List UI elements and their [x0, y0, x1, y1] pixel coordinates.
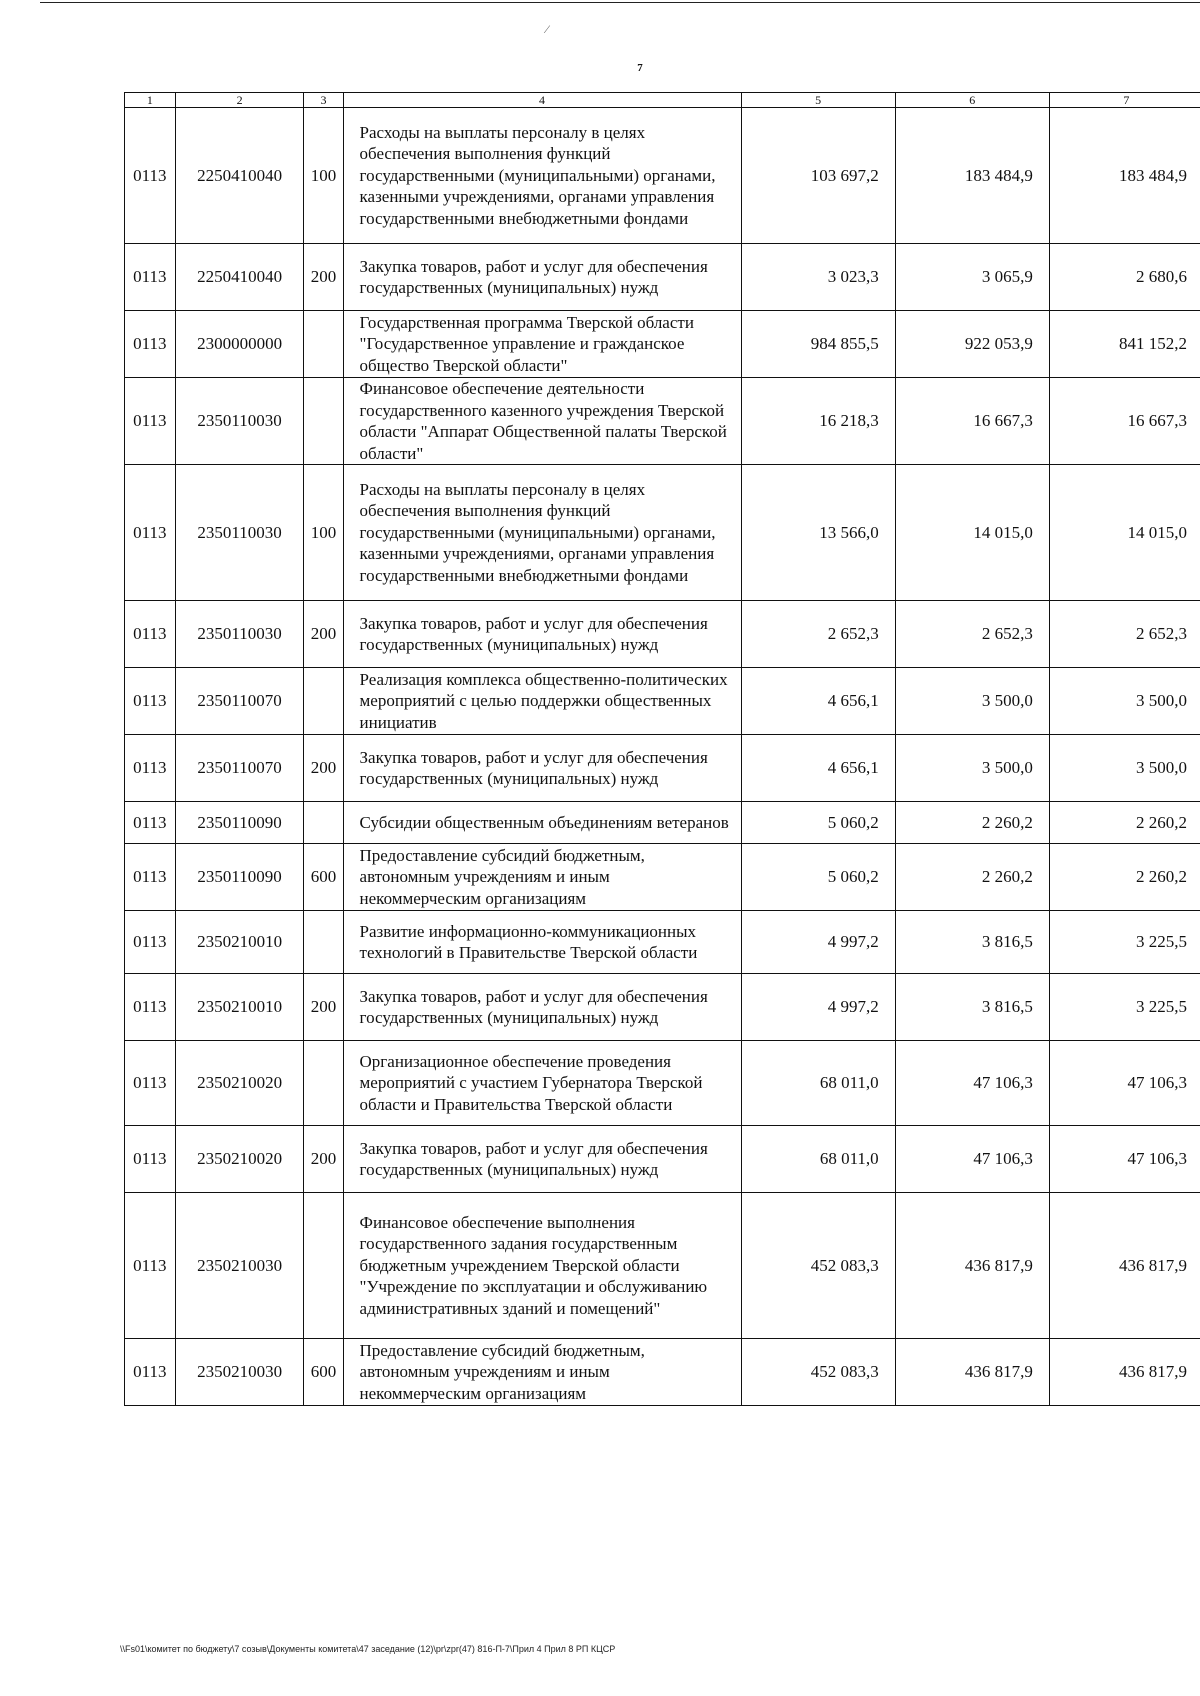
amount-col7-cell: 841 152,2	[1049, 311, 1200, 378]
expense-type-cell: 200	[304, 1126, 343, 1193]
amount-col7-cell: 16 667,3	[1049, 378, 1200, 465]
amount-col5-cell: 452 083,3	[741, 1193, 895, 1339]
amount-col5-cell: 5 060,2	[741, 844, 895, 911]
section-code-cell: 0113	[125, 844, 176, 911]
table-row	[125, 1339, 1200, 1406]
amount-col6-cell: 2 260,2	[895, 802, 1049, 844]
section-code-cell: 0113	[125, 311, 176, 378]
section-code-cell: 0113	[125, 244, 176, 311]
amount-col6-cell: 922 053,9	[895, 311, 1049, 378]
target-code-cell: 2350210030	[175, 1339, 304, 1406]
target-code-cell: 2350110070	[175, 668, 304, 735]
amount-col6-cell: 183 484,9	[895, 108, 1049, 244]
item-name-cell: Предоставление субсидий бюджетным, автономным учреждениям и иным некоммерческим организациям	[343, 844, 741, 911]
amount-col5-cell: 103 697,2	[741, 108, 895, 244]
item-name-cell: Закупка товаров, работ и услуг для обеспечения государственных (муниципальных) нужд	[343, 601, 741, 668]
target-code-cell: 2350110030	[175, 378, 304, 465]
item-name-cell: Государственная программа Тверской области "Государственное управление и гражданское общество Тверской области"	[343, 311, 741, 378]
expense-type-cell: 200	[304, 974, 343, 1041]
table-row	[125, 1126, 1200, 1193]
section-code-cell: 0113	[125, 735, 176, 802]
section-code-cell: 0113	[125, 911, 176, 974]
expense-type-cell	[304, 1041, 343, 1126]
target-code-cell: 2350210020	[175, 1126, 304, 1193]
expense-type-cell	[304, 802, 343, 844]
table-row	[125, 601, 1200, 668]
target-code-cell: 2250410040	[175, 244, 304, 311]
col-header-2: 2	[175, 93, 304, 108]
expense-type-cell: 100	[304, 108, 343, 244]
amount-col5-cell: 452 083,3	[741, 1339, 895, 1406]
section-code-cell: 0113	[125, 668, 176, 735]
amount-col7-cell: 436 817,9	[1049, 1193, 1200, 1339]
col-header-3: 3	[304, 93, 343, 108]
expense-type-cell: 200	[304, 735, 343, 802]
expense-type-cell	[304, 378, 343, 465]
table-row	[125, 1041, 1200, 1126]
amount-col5-cell: 68 011,0	[741, 1041, 895, 1126]
page-number: 7	[637, 62, 643, 74]
amount-col7-cell: 3 500,0	[1049, 668, 1200, 735]
item-name-cell: Развитие информационно-коммуникационных технологий в Правительстве Тверской области	[343, 911, 741, 974]
item-name-cell: Предоставление субсидий бюджетным, автономным учреждениям и иным некоммерческим организациям	[343, 1339, 741, 1406]
section-code-cell: 0113	[125, 802, 176, 844]
target-code-cell: 2350210010	[175, 911, 304, 974]
table-row	[125, 974, 1200, 1041]
amount-col7-cell: 3 225,5	[1049, 911, 1200, 974]
section-code-cell: 0113	[125, 1041, 176, 1126]
amount-col7-cell: 14 015,0	[1049, 465, 1200, 601]
amount-col5-cell: 3 023,3	[741, 244, 895, 311]
amount-col7-cell: 2 260,2	[1049, 844, 1200, 911]
expense-type-cell	[304, 911, 343, 974]
section-code-cell: 0113	[125, 1339, 176, 1406]
expense-type-cell	[304, 1193, 343, 1339]
amount-col7-cell: 47 106,3	[1049, 1041, 1200, 1126]
target-code-cell: 2350210010	[175, 974, 304, 1041]
amount-col6-cell: 2 652,3	[895, 601, 1049, 668]
expense-type-cell: 600	[304, 1339, 343, 1406]
amount-col5-cell: 4 997,2	[741, 974, 895, 1041]
amount-col5-cell: 16 218,3	[741, 378, 895, 465]
table-row	[125, 844, 1200, 911]
target-code-cell: 2350210020	[175, 1041, 304, 1126]
amount-col6-cell: 3 816,5	[895, 911, 1049, 974]
col-header-6: 6	[895, 93, 1049, 108]
amount-col5-cell: 4 656,1	[741, 668, 895, 735]
section-code-cell: 0113	[125, 378, 176, 465]
item-name-cell: Расходы на выплаты персоналу в целях обеспечения выполнения функций государственными (муниципальными) органами, казенными учреждениями, органами управления государственными внебюджетными фондами	[343, 465, 741, 601]
table-row	[125, 244, 1200, 311]
target-code-cell: 2250410040	[175, 108, 304, 244]
target-code-cell: 2350110090	[175, 802, 304, 844]
expense-type-cell: 600	[304, 844, 343, 911]
section-code-cell: 0113	[125, 601, 176, 668]
section-code-cell: 0113	[125, 1126, 176, 1193]
table-row	[125, 1193, 1200, 1339]
section-code-cell: 0113	[125, 108, 176, 244]
item-name-cell: Закупка товаров, работ и услуг для обеспечения государственных (муниципальных) нужд	[343, 735, 741, 802]
amount-col5-cell: 2 652,3	[741, 601, 895, 668]
amount-col6-cell: 14 015,0	[895, 465, 1049, 601]
expense-type-cell	[304, 311, 343, 378]
table-row	[125, 311, 1200, 378]
amount-col7-cell: 436 817,9	[1049, 1339, 1200, 1406]
amount-col6-cell: 47 106,3	[895, 1126, 1049, 1193]
section-code-cell: 0113	[125, 1193, 176, 1339]
budget-table	[124, 92, 1200, 1406]
col-header-4: 4	[343, 93, 741, 108]
table-row	[125, 668, 1200, 735]
amount-col7-cell: 183 484,9	[1049, 108, 1200, 244]
expense-type-cell	[304, 668, 343, 735]
amount-col5-cell: 68 011,0	[741, 1126, 895, 1193]
section-code-cell: 0113	[125, 974, 176, 1041]
amount-col6-cell: 436 817,9	[895, 1339, 1049, 1406]
amount-col7-cell: 3 225,5	[1049, 974, 1200, 1041]
item-name-cell: Субсидии общественным объединениям ветеранов	[343, 802, 741, 844]
col-header-7: 7	[1049, 93, 1200, 108]
item-name-cell: Закупка товаров, работ и услуг для обеспечения государственных (муниципальных) нужд	[343, 974, 741, 1041]
amount-col5-cell: 5 060,2	[741, 802, 895, 844]
amount-col7-cell: 2 652,3	[1049, 601, 1200, 668]
item-name-cell: Закупка товаров, работ и услуг для обеспечения государственных (муниципальных) нужд	[343, 1126, 741, 1193]
amount-col5-cell: 4 656,1	[741, 735, 895, 802]
table-row	[125, 378, 1200, 465]
amount-col7-cell: 47 106,3	[1049, 1126, 1200, 1193]
section-code-cell: 0113	[125, 465, 176, 601]
col-header-1: 1	[125, 93, 176, 108]
amount-col5-cell: 4 997,2	[741, 911, 895, 974]
amount-col5-cell: 13 566,0	[741, 465, 895, 601]
item-name-cell: Закупка товаров, работ и услуг для обеспечения государственных (муниципальных) нужд	[343, 244, 741, 311]
item-name-cell: Реализация комплекса общественно-политических мероприятий с целью поддержки общественных инициатив	[343, 668, 741, 735]
target-code-cell: 2350110030	[175, 601, 304, 668]
expense-type-cell: 200	[304, 244, 343, 311]
item-name-cell: Финансовое обеспечение деятельности государственного казенного учреждения Тверской области "Аппарат Общественной палаты Тверской области"	[343, 378, 741, 465]
expense-type-cell: 200	[304, 601, 343, 668]
amount-col6-cell: 3 500,0	[895, 668, 1049, 735]
amount-col6-cell: 3 816,5	[895, 974, 1049, 1041]
target-code-cell: 2350110070	[175, 735, 304, 802]
expense-type-cell: 100	[304, 465, 343, 601]
footer-file-path: \\Fs01\комитет по бюджету\7 созыв\Документы комитета\47 заседание (12)\pr\zpr(47) 816-П-7\Прил 4 Прил 8 РП КЦСР	[120, 1644, 616, 1654]
table-row	[125, 911, 1200, 974]
table-body	[125, 108, 1200, 1406]
table-header	[125, 93, 1200, 108]
target-code-cell: 2300000000	[175, 311, 304, 378]
amount-col7-cell: 3 500,0	[1049, 735, 1200, 802]
item-name-cell: Расходы на выплаты персоналу в целях обеспечения выполнения функций государственными (муниципальными) органами, казенными учреждениями, органами управления государственными внебюджетными фондами	[343, 108, 741, 244]
header-row	[125, 93, 1200, 108]
table-row	[125, 735, 1200, 802]
amount-col7-cell: 2 260,2	[1049, 802, 1200, 844]
amount-col6-cell: 436 817,9	[895, 1193, 1049, 1339]
table-row	[125, 108, 1200, 244]
scan-top-rule	[40, 2, 1200, 3]
table-row	[125, 465, 1200, 601]
amount-col7-cell: 2 680,6	[1049, 244, 1200, 311]
target-code-cell: 2350110090	[175, 844, 304, 911]
amount-col5-cell: 984 855,5	[741, 311, 895, 378]
table-row	[125, 802, 1200, 844]
scan-artifact-mark: ⁄	[546, 22, 549, 36]
col-header-5: 5	[741, 93, 895, 108]
amount-col6-cell: 3 500,0	[895, 735, 1049, 802]
target-code-cell: 2350210030	[175, 1193, 304, 1339]
amount-col6-cell: 47 106,3	[895, 1041, 1049, 1126]
amount-col6-cell: 2 260,2	[895, 844, 1049, 911]
target-code-cell: 2350110030	[175, 465, 304, 601]
amount-col6-cell: 3 065,9	[895, 244, 1049, 311]
amount-col6-cell: 16 667,3	[895, 378, 1049, 465]
item-name-cell: Организационное обеспечение проведения мероприятий с участием Губернатора Тверской области и Правительства Тверской области	[343, 1041, 741, 1126]
item-name-cell: Финансовое обеспечение выполнения государственного задания государственным бюджетным учреждением Тверской области "Учреждение по эксплуатации и обслуживанию административных зданий и помещений"	[343, 1193, 741, 1339]
